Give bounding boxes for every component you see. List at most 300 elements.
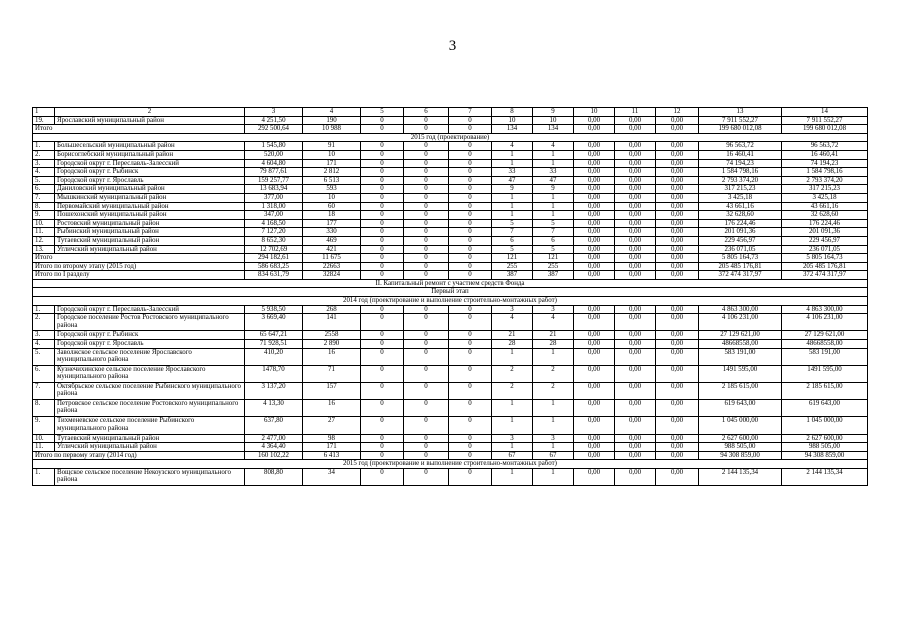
value-cell: 0 xyxy=(404,383,449,400)
value-cell: 0 xyxy=(404,400,449,417)
subtotal-value-cell: 0 xyxy=(361,451,404,460)
subtotal-value-cell: 586 683,25 xyxy=(245,262,303,271)
value-cell: 177 xyxy=(303,219,361,228)
value-cell: 0,00 xyxy=(656,331,699,340)
value-cell: 0,00 xyxy=(574,185,615,194)
value-cell: 0 xyxy=(449,468,492,485)
value-cell: 2 793 374,20 xyxy=(699,176,782,185)
value-cell: 0 xyxy=(449,159,492,168)
value-cell: 2 144 135,34 xyxy=(699,468,782,485)
value-cell: 10 xyxy=(533,116,574,125)
subtotal-value-cell: 0,00 xyxy=(615,271,656,280)
value-cell: 0 xyxy=(404,168,449,177)
value-cell: 0,00 xyxy=(615,185,656,194)
table-row xyxy=(33,202,868,211)
value-cell: 0,00 xyxy=(656,383,699,400)
value-cell: 4 13,30 xyxy=(245,400,303,417)
value-cell: 0 xyxy=(449,443,492,452)
subtotal-value-cell: 0,00 xyxy=(574,271,615,280)
value-cell: 0 xyxy=(449,340,492,349)
subtotal-value-cell: 134 xyxy=(533,125,574,134)
value-cell: 0 xyxy=(404,185,449,194)
value-cell: 2 xyxy=(533,365,574,382)
value-cell: 317 215,23 xyxy=(699,185,782,194)
value-cell: 1 045 000,00 xyxy=(782,417,868,434)
subtotal-value-cell: 0,00 xyxy=(615,451,656,460)
municipality-name-cell: Заволжское сельское поселение Ярославского муниципального района xyxy=(55,348,245,365)
value-cell: 0 xyxy=(449,331,492,340)
subtotal-value-cell: 0,00 xyxy=(574,451,615,460)
value-cell: 0,00 xyxy=(574,348,615,365)
municipality-name-cell: Ростовский муниципальный район xyxy=(55,219,245,228)
value-cell: 421 xyxy=(303,245,361,254)
subtotal-value-cell: 0 xyxy=(404,254,449,263)
value-cell: 4 xyxy=(533,142,574,151)
value-cell: 16 460,41 xyxy=(699,150,782,159)
value-cell: 0 xyxy=(449,365,492,382)
value-cell: 4 863 300,00 xyxy=(782,305,868,314)
value-cell: 2558 xyxy=(303,331,361,340)
section-header-row xyxy=(33,133,868,142)
table-row xyxy=(33,228,868,237)
value-cell: 2 144 135,34 xyxy=(782,468,868,485)
table-row xyxy=(33,116,868,125)
value-cell: 98 xyxy=(303,434,361,443)
value-cell: 2 xyxy=(492,383,533,400)
value-cell: 4 364,40 xyxy=(245,443,303,452)
subtotal-value-cell: 0 xyxy=(449,262,492,271)
value-cell: 74 194,23 xyxy=(782,159,868,168)
table-row xyxy=(33,150,868,159)
value-cell: 0,00 xyxy=(656,185,699,194)
value-cell: 0 xyxy=(404,348,449,365)
value-cell: 201 091,36 xyxy=(699,228,782,237)
value-cell: 0 xyxy=(404,314,449,331)
section-header-row xyxy=(33,279,868,288)
subtotal-value-cell: 387 xyxy=(533,271,574,280)
value-cell: 4 251,50 xyxy=(245,116,303,125)
subtotal-value-cell: 372 474 317,97 xyxy=(699,271,782,280)
value-cell: 0 xyxy=(449,314,492,331)
value-cell: 47 xyxy=(492,176,533,185)
value-cell: 637,80 xyxy=(245,417,303,434)
value-cell: 0,00 xyxy=(656,228,699,237)
value-cell: 1 045 000,00 xyxy=(699,417,782,434)
value-cell: 0,00 xyxy=(615,434,656,443)
value-cell: 27 129 621,00 xyxy=(782,331,868,340)
row-number-cell: 1. xyxy=(33,468,55,485)
subtotal-value-cell: 5 805 164,73 xyxy=(782,254,868,263)
value-cell: 3 xyxy=(492,305,533,314)
value-cell: 32 628,60 xyxy=(782,211,868,220)
header-cell: 14 xyxy=(782,108,868,117)
row-number-cell: 2. xyxy=(33,150,55,159)
value-cell: 0 xyxy=(449,245,492,254)
header-cell: 6 xyxy=(404,108,449,117)
value-cell: 27 129 621,00 xyxy=(699,331,782,340)
value-cell: 0 xyxy=(361,159,404,168)
value-cell: 0 xyxy=(404,219,449,228)
table-row xyxy=(33,340,868,349)
value-cell: 0 xyxy=(449,150,492,159)
subtotal-value-cell: 0 xyxy=(449,125,492,134)
subtotal-value-cell: 67 xyxy=(533,451,574,460)
value-cell: 0,00 xyxy=(656,340,699,349)
value-cell: 988 505,00 xyxy=(699,443,782,452)
header-cell: 4 xyxy=(303,108,361,117)
value-cell: 0 xyxy=(404,116,449,125)
municipality-name-cell: Большесельский муниципальный район xyxy=(55,142,245,151)
value-cell: 0,00 xyxy=(615,468,656,485)
value-cell: 0,00 xyxy=(656,211,699,220)
subtotal-value-cell: 0,00 xyxy=(574,262,615,271)
value-cell: 0,00 xyxy=(615,417,656,434)
value-cell: 0 xyxy=(361,340,404,349)
subtotal-value-cell: 121 xyxy=(492,254,533,263)
table-row xyxy=(33,142,868,151)
subtotal-value-cell: 199 680 012,08 xyxy=(782,125,868,134)
value-cell: 6 xyxy=(492,236,533,245)
municipality-name-cell: Городской округ г. Переславль-Залесский xyxy=(55,159,245,168)
value-cell: 0 xyxy=(361,228,404,237)
table-row xyxy=(33,245,868,254)
subtotal-value-cell: 292 500,64 xyxy=(245,125,303,134)
value-cell: 5 xyxy=(492,245,533,254)
value-cell: 0 xyxy=(404,340,449,349)
section-title: II. Капитальный ремонт с участием средств Фонда xyxy=(33,279,868,288)
value-cell: 0 xyxy=(404,228,449,237)
value-cell: 583 191,00 xyxy=(699,348,782,365)
municipality-name-cell: Городской округ г. Рыбинск xyxy=(55,168,245,177)
value-cell: 16 xyxy=(303,348,361,365)
subtotal-value-cell: 0,00 xyxy=(615,262,656,271)
value-cell: 0 xyxy=(361,305,404,314)
value-cell: 0,00 xyxy=(615,159,656,168)
value-cell: 2 185 615,00 xyxy=(782,383,868,400)
table-row xyxy=(33,314,868,331)
value-cell: 2 627 600,00 xyxy=(699,434,782,443)
row-number-cell: 11. xyxy=(33,443,55,452)
table-row xyxy=(33,348,868,365)
value-cell: 0,00 xyxy=(574,159,615,168)
value-cell: 96 563,72 xyxy=(782,142,868,151)
value-cell: 0,00 xyxy=(615,150,656,159)
value-cell: 0,00 xyxy=(574,150,615,159)
header-cell: 13 xyxy=(699,108,782,117)
value-cell: 469 xyxy=(303,236,361,245)
subtotal-value-cell: 67 xyxy=(492,451,533,460)
value-cell: 4 106 231,00 xyxy=(782,314,868,331)
row-number-cell: 12. xyxy=(33,236,55,245)
municipality-name-cell: Тутаевский муниципальный район xyxy=(55,236,245,245)
value-cell: 0 xyxy=(404,150,449,159)
table-row xyxy=(33,400,868,417)
value-cell: 0,00 xyxy=(574,434,615,443)
value-cell: 0 xyxy=(449,185,492,194)
table-row xyxy=(33,236,868,245)
value-cell: 3 669,40 xyxy=(245,314,303,331)
subtotal-value-cell: 94 308 859,00 xyxy=(782,451,868,460)
value-cell: 13 683,94 xyxy=(245,185,303,194)
value-cell: 317 215,23 xyxy=(782,185,868,194)
value-cell: 0 xyxy=(361,185,404,194)
municipality-name-cell: Городской округ г. Переславль-Залесский xyxy=(55,305,245,314)
value-cell: 0,00 xyxy=(574,443,615,452)
value-cell: 520,00 xyxy=(245,150,303,159)
value-cell: 229 456,97 xyxy=(699,236,782,245)
value-cell: 0 xyxy=(404,468,449,485)
subtotal-row xyxy=(33,254,868,263)
value-cell: 0,00 xyxy=(656,305,699,314)
value-cell: 1478,70 xyxy=(245,365,303,382)
value-cell: 10 xyxy=(303,150,361,159)
subtotal-value-cell: 0,00 xyxy=(656,125,699,134)
value-cell: 0 xyxy=(361,193,404,202)
value-cell: 0 xyxy=(361,150,404,159)
value-cell: 12 702,69 xyxy=(245,245,303,254)
header-cell: 12 xyxy=(656,108,699,117)
subtotal-value-cell: 0,00 xyxy=(656,271,699,280)
value-cell: 0 xyxy=(361,116,404,125)
value-cell: 0 xyxy=(361,236,404,245)
value-cell: 171 xyxy=(303,443,361,452)
value-cell: 808,80 xyxy=(245,468,303,485)
table-row xyxy=(33,168,868,177)
value-cell: 0 xyxy=(361,314,404,331)
subtotal-value-cell: 205 485 176,81 xyxy=(782,262,868,271)
subtotal-label: Итого по второму этапу (2015 год) xyxy=(33,262,245,271)
value-cell: 141 xyxy=(303,314,361,331)
subtotal-row xyxy=(33,271,868,280)
value-cell: 0,00 xyxy=(574,314,615,331)
value-cell: 3 425,18 xyxy=(782,193,868,202)
value-cell: 0 xyxy=(361,176,404,185)
subtotal-value-cell: 0 xyxy=(361,125,404,134)
table-row xyxy=(33,365,868,382)
value-cell: 5 xyxy=(533,245,574,254)
value-cell: 0 xyxy=(361,417,404,434)
subtotal-label: Итого по первому этапу (2014 год) xyxy=(33,451,245,460)
value-cell: 0 xyxy=(404,417,449,434)
row-number-cell: 7. xyxy=(33,193,55,202)
municipality-name-cell: Тихменевское сельское поселение Рыбинского муниципального района xyxy=(55,417,245,434)
municipality-name-cell: Городской округ г. Рыбинск xyxy=(55,331,245,340)
table-row xyxy=(33,434,868,443)
value-cell: 0 xyxy=(449,228,492,237)
value-cell: 3 xyxy=(492,434,533,443)
value-cell: 0,00 xyxy=(574,202,615,211)
value-cell: 190 xyxy=(303,116,361,125)
value-cell: 0 xyxy=(449,305,492,314)
subtotal-value-cell: 0 xyxy=(361,254,404,263)
value-cell: 593 xyxy=(303,185,361,194)
value-cell: 2 xyxy=(492,365,533,382)
subtotal-value-cell: 0 xyxy=(449,271,492,280)
value-cell: 0,00 xyxy=(615,340,656,349)
value-cell: 33 xyxy=(492,168,533,177)
subtotal-value-cell: 387 xyxy=(492,271,533,280)
value-cell: 0,00 xyxy=(656,193,699,202)
value-cell: 2 627 600,00 xyxy=(782,434,868,443)
value-cell: 0,00 xyxy=(615,314,656,331)
value-cell: 7 127,20 xyxy=(245,228,303,237)
value-cell: 2 185 615,00 xyxy=(699,383,782,400)
section-header-row xyxy=(33,460,868,469)
row-number-cell: 8. xyxy=(33,400,55,417)
value-cell: 6 513 xyxy=(303,176,361,185)
value-cell: 0 xyxy=(361,331,404,340)
value-cell: 9 xyxy=(533,185,574,194)
value-cell: 34 xyxy=(303,468,361,485)
value-cell: 74 194,23 xyxy=(699,159,782,168)
municipality-name-cell: Борисоглебский муниципальный район xyxy=(55,150,245,159)
subtotal-label: Итого xyxy=(33,125,245,134)
value-cell: 4 106 231,00 xyxy=(699,314,782,331)
value-cell: 8 652,30 xyxy=(245,236,303,245)
value-cell: 9 xyxy=(492,185,533,194)
value-cell: 0 xyxy=(404,236,449,245)
value-cell: 4 604,80 xyxy=(245,159,303,168)
value-cell: 0,00 xyxy=(574,468,615,485)
subtotal-value-cell: 10 988 xyxy=(303,125,361,134)
value-cell: 0,00 xyxy=(574,331,615,340)
value-cell: 0,00 xyxy=(656,142,699,151)
value-cell: 619 643,00 xyxy=(699,400,782,417)
table-body xyxy=(33,108,868,486)
value-cell: 4 xyxy=(492,314,533,331)
subtotal-value-cell: 0 xyxy=(449,451,492,460)
value-cell: 21 xyxy=(533,331,574,340)
municipality-name-cell: Угличский муниципальный район xyxy=(55,245,245,254)
subtotal-value-cell: 834 631,79 xyxy=(245,271,303,280)
value-cell: 0 xyxy=(361,383,404,400)
value-cell: 0 xyxy=(404,142,449,151)
value-cell: 1 xyxy=(533,348,574,365)
value-cell: 0,00 xyxy=(656,236,699,245)
value-cell: 10 xyxy=(492,116,533,125)
subtotal-value-cell: 6 413 xyxy=(303,451,361,460)
value-cell: 1 xyxy=(492,193,533,202)
value-cell: 0,00 xyxy=(574,245,615,254)
value-cell: 96 563,72 xyxy=(699,142,782,151)
subtotal-label: Итого по I разделу xyxy=(33,271,245,280)
value-cell: 0,00 xyxy=(615,383,656,400)
value-cell: 16 460,41 xyxy=(782,150,868,159)
municipality-name-cell: Пошехонский муниципальный район xyxy=(55,211,245,220)
value-cell: 4 863 300,00 xyxy=(699,305,782,314)
value-cell: 0 xyxy=(449,168,492,177)
value-cell: 0,00 xyxy=(656,314,699,331)
row-number-cell: 9. xyxy=(33,211,55,220)
value-cell: 157 xyxy=(303,383,361,400)
value-cell: 0 xyxy=(449,219,492,228)
header-cell: 8 xyxy=(492,108,533,117)
value-cell: 0,00 xyxy=(656,348,699,365)
value-cell: 28 xyxy=(533,340,574,349)
subtotal-value-cell: 0 xyxy=(404,451,449,460)
header-cell: 3 xyxy=(245,108,303,117)
value-cell: 2 793 374,20 xyxy=(782,176,868,185)
row-number-cell: 6. xyxy=(33,365,55,382)
value-cell: 1 xyxy=(533,400,574,417)
value-cell: 0,00 xyxy=(574,236,615,245)
value-cell: 65 647,21 xyxy=(245,331,303,340)
value-cell: 0 xyxy=(404,434,449,443)
subtotal-value-cell: 0 xyxy=(449,254,492,263)
header-cell: 7 xyxy=(449,108,492,117)
subtotal-value-cell: 0 xyxy=(404,271,449,280)
table-row xyxy=(33,468,868,485)
value-cell: 0 xyxy=(404,245,449,254)
row-number-cell: 1. xyxy=(33,142,55,151)
value-cell: 0 xyxy=(361,443,404,452)
municipality-name-cell: Городской округ г. Ярославль xyxy=(55,340,245,349)
value-cell: 0 xyxy=(449,176,492,185)
subtotal-value-cell: 294 182,61 xyxy=(245,254,303,263)
value-cell: 1 xyxy=(492,348,533,365)
section-title: 2015 год (проектирование) xyxy=(33,133,868,142)
value-cell: 1 xyxy=(492,417,533,434)
value-cell: 0,00 xyxy=(574,417,615,434)
value-cell: 0,00 xyxy=(574,219,615,228)
value-cell: 0 xyxy=(361,400,404,417)
value-cell: 0,00 xyxy=(574,305,615,314)
value-cell: 91 xyxy=(303,142,361,151)
value-cell: 236 071,05 xyxy=(699,245,782,254)
value-cell: 236 071,05 xyxy=(782,245,868,254)
value-cell: 0 xyxy=(404,202,449,211)
section-title: 2015 год (проектирование и выполнение строительно-монтажных работ) xyxy=(33,460,868,469)
row-number-cell: 3. xyxy=(33,331,55,340)
row-number-cell: 9. xyxy=(33,417,55,434)
value-cell: 0 xyxy=(361,348,404,365)
value-cell: 330 xyxy=(303,228,361,237)
value-cell: 171 xyxy=(303,159,361,168)
value-cell: 0,00 xyxy=(615,202,656,211)
header-cell: 9 xyxy=(533,108,574,117)
value-cell: 43 661,16 xyxy=(782,202,868,211)
value-cell: 0 xyxy=(449,116,492,125)
municipality-name-cell: Ярославский муниципальный район xyxy=(55,116,245,125)
subtotal-value-cell: 255 xyxy=(533,262,574,271)
value-cell: 0,00 xyxy=(656,159,699,168)
municipality-name-cell: Городской округ г. Ярославль xyxy=(55,176,245,185)
value-cell: 3 xyxy=(533,434,574,443)
value-cell: 0 xyxy=(361,468,404,485)
value-cell: 0,00 xyxy=(615,443,656,452)
row-number-cell: 4. xyxy=(33,168,55,177)
value-cell: 0,00 xyxy=(615,176,656,185)
value-cell: 4 xyxy=(533,314,574,331)
value-cell: 0,00 xyxy=(656,245,699,254)
subtotal-value-cell: 94 308 859,00 xyxy=(699,451,782,460)
value-cell: 1 584 798,16 xyxy=(699,168,782,177)
value-cell: 159 257,77 xyxy=(245,176,303,185)
value-cell: 0,00 xyxy=(615,116,656,125)
value-cell: 32 628,60 xyxy=(699,211,782,220)
subtotal-value-cell: 0 xyxy=(361,262,404,271)
value-cell: 1 xyxy=(492,150,533,159)
subtotal-value-cell: 205 485 176,81 xyxy=(699,262,782,271)
municipality-name-cell: Кузнечихинское сельское поселение Ярославского муниципального района xyxy=(55,365,245,382)
value-cell: 0,00 xyxy=(656,417,699,434)
subtotal-value-cell: 0 xyxy=(404,262,449,271)
value-cell: 0,00 xyxy=(615,331,656,340)
value-cell: 0,00 xyxy=(656,168,699,177)
section-header-row xyxy=(33,288,868,297)
row-number-cell: 3. xyxy=(33,159,55,168)
value-cell: 201 091,36 xyxy=(782,228,868,237)
